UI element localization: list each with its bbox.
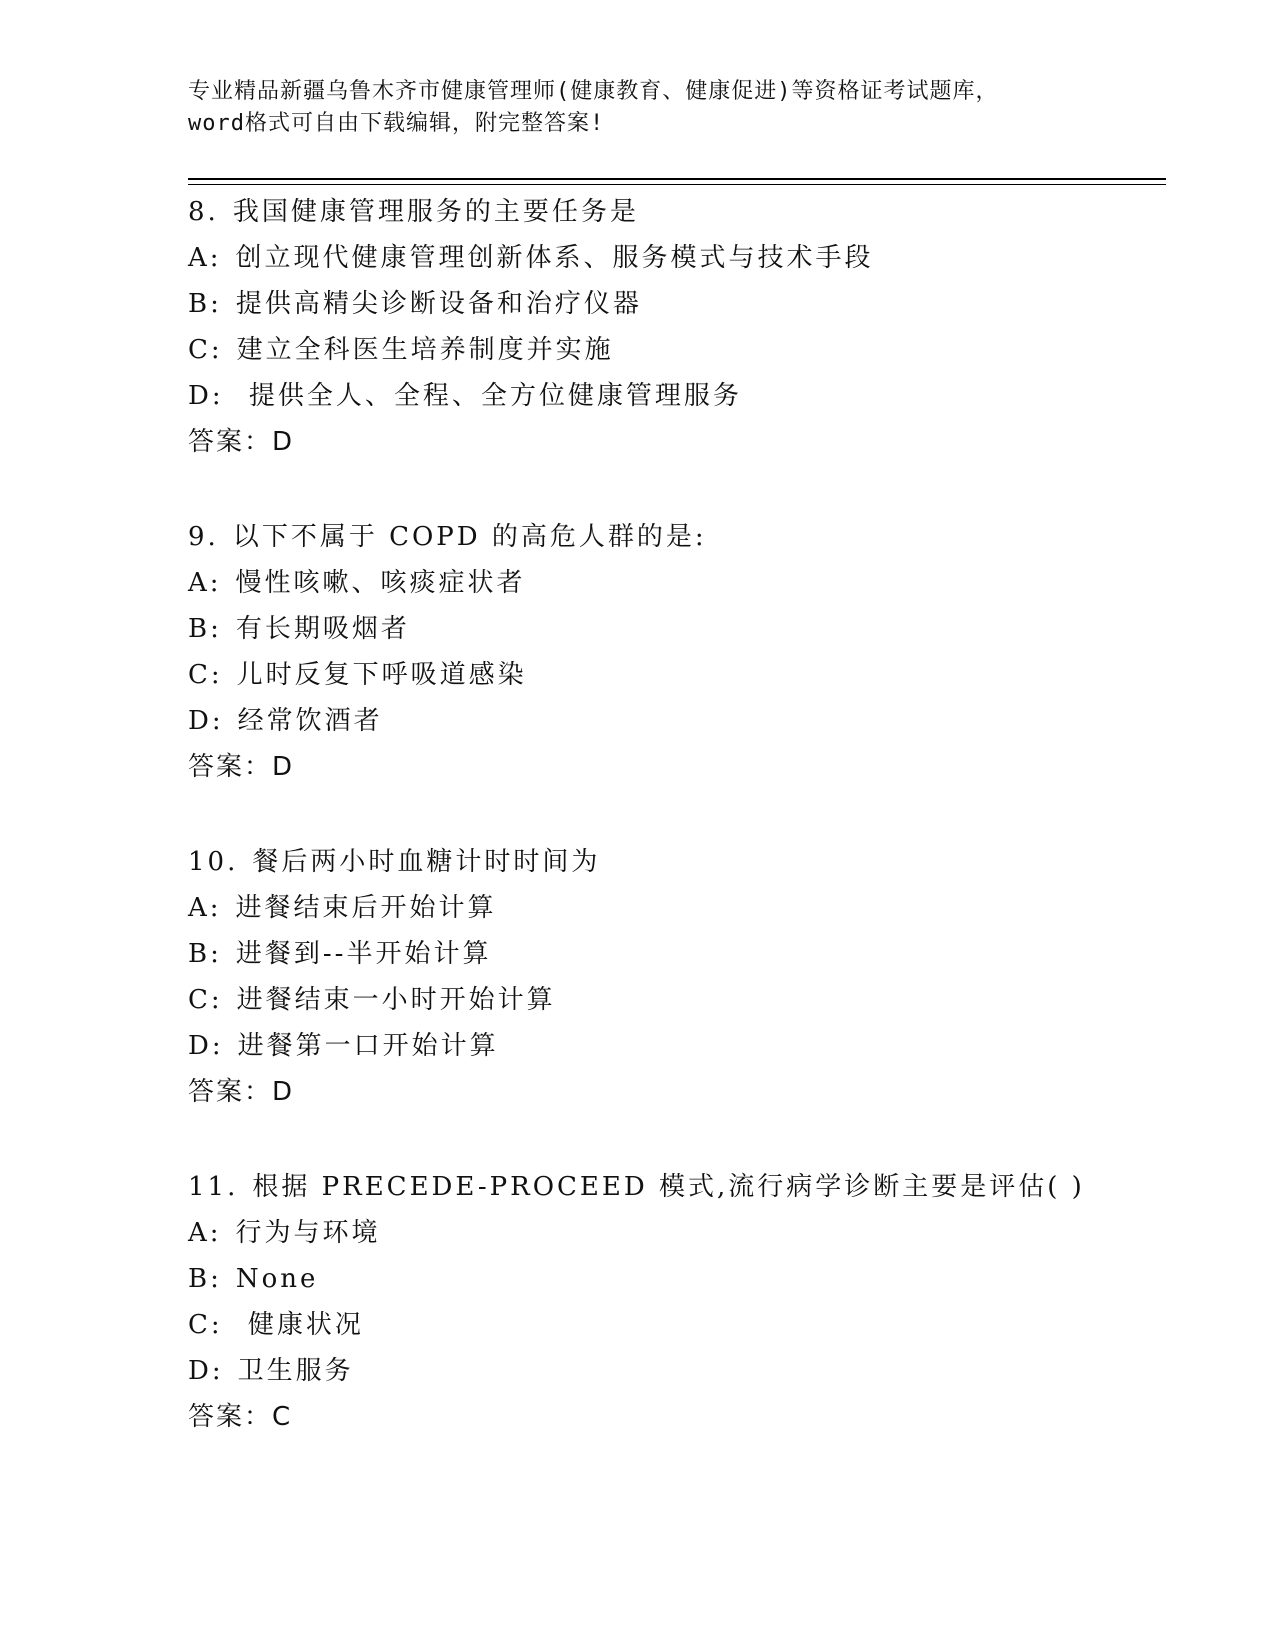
document-header: [188, 76, 1088, 140]
question-text: 我国健康管理服务的主要任务是: [232, 197, 639, 227]
question-list: [188, 189, 1168, 1489]
option-c: [188, 977, 1168, 1023]
header-divider-thin: [188, 184, 1166, 185]
option-text: 慢性咳嗽、咳痰症状者: [235, 568, 526, 598]
question-9: [188, 514, 1168, 790]
question-text: 以下不属于 COPD 的高危人群的是:: [232, 522, 707, 552]
option-b: [188, 931, 1168, 977]
answer-line: 答案：D: [188, 1077, 295, 1107]
option-label: D:: [188, 1356, 224, 1386]
option-c: [188, 1302, 1168, 1348]
option-text: 创立现代健康管理创新体系、服务模式与技术手段: [235, 243, 874, 273]
question-stem: [188, 514, 1168, 560]
header-line-1: 专业精品新疆乌鲁木齐市健康管理师(健康教育、健康促进)等资格证考试题库，: [188, 79, 999, 104]
option-label: D:: [188, 1031, 224, 1061]
option-b: [188, 606, 1168, 652]
option-text: 建立全科医生培养制度并实施: [236, 335, 614, 365]
option-label: B:: [188, 1264, 222, 1294]
question-10: [188, 839, 1168, 1115]
question-11: [188, 1164, 1168, 1440]
option-c: [188, 327, 1168, 373]
option-text: None: [235, 1264, 319, 1294]
option-a: [188, 1210, 1168, 1256]
option-a: [188, 235, 1168, 281]
option-text: 进餐第一口开始计算: [237, 1031, 499, 1061]
option-c: [188, 652, 1168, 698]
option-label: B:: [188, 614, 222, 644]
option-text: 进餐结束后开始计算: [235, 893, 497, 923]
option-text: 提供全人、全程、全方位健康管理服务: [237, 381, 742, 411]
option-d: [188, 698, 1168, 744]
option-d: [188, 1348, 1168, 1394]
answer-line: 答案：D: [188, 752, 295, 782]
question-stem: [188, 1164, 1168, 1210]
option-label: A:: [188, 1218, 222, 1248]
option-text: 经常饮酒者: [237, 706, 383, 736]
option-text: 卫生服务: [237, 1356, 354, 1386]
option-b: [188, 281, 1168, 327]
option-label: A:: [188, 568, 222, 598]
answer-line: 答案：D: [188, 427, 295, 457]
option-a: [188, 560, 1168, 606]
question-stem: [188, 189, 1168, 235]
header-divider-thick: [188, 178, 1166, 180]
option-label: B:: [188, 939, 222, 969]
option-text: 进餐结束一小时开始计算: [236, 985, 556, 1015]
option-text: 健康状况: [236, 1310, 364, 1340]
option-text: 行为与环境: [235, 1218, 381, 1248]
question-8: [188, 189, 1168, 465]
question-number: 8.: [188, 197, 219, 227]
question-number: 11.: [188, 1172, 239, 1202]
option-text: 有长期吸烟者: [235, 614, 410, 644]
option-d: [188, 1023, 1168, 1069]
option-text: 儿时反复下呼吸道感染: [236, 660, 527, 690]
option-b: [188, 1256, 1168, 1302]
header-line-2: word格式可自由下载编辑，附完整答案!: [188, 111, 605, 136]
option-label: C:: [188, 985, 223, 1015]
question-text: 根据 PRECEDE-PROCEED 模式,流行病学诊断主要是评估( ): [252, 1172, 1085, 1202]
option-label: A:: [188, 243, 222, 273]
question-number: 10.: [188, 847, 239, 877]
option-label: C:: [188, 335, 223, 365]
option-a: [188, 885, 1168, 931]
answer-line: 答案：C: [188, 1402, 293, 1432]
option-label: C:: [188, 660, 223, 690]
question-stem: [188, 839, 1168, 885]
option-label: B:: [188, 289, 222, 319]
option-label: A:: [188, 893, 222, 923]
option-text: 进餐到--半开始计算: [235, 939, 492, 969]
option-d: [188, 373, 1168, 419]
option-label: D:: [188, 381, 224, 411]
option-label: C:: [188, 1310, 223, 1340]
option-text: 提供高精尖诊断设备和治疗仪器: [235, 289, 642, 319]
question-text: 餐后两小时血糖计时时间为: [252, 847, 601, 877]
option-label: D:: [188, 706, 224, 736]
question-number: 9.: [188, 522, 219, 552]
